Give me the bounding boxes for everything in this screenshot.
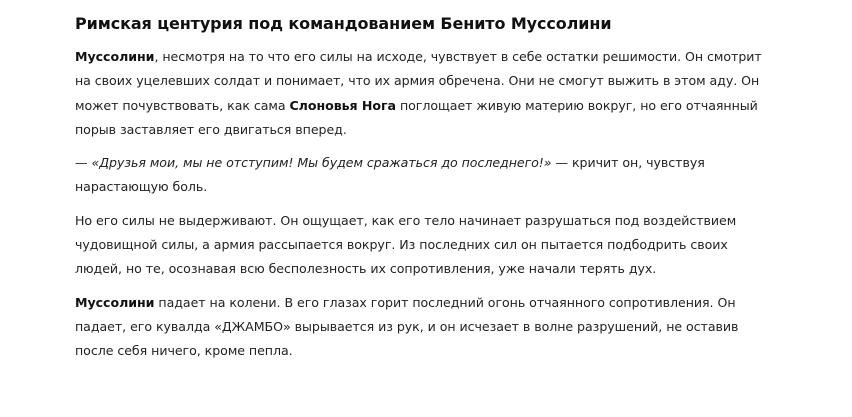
paragraph-2 [75,151,775,200]
paragraph-4 [75,291,775,364]
paragraph-1-text-a: , несмотря на то что его силы на исходе, чувствует в себе остатки решимости. Он смотрит на своих уцелевших солдат и понимает, что их армия обречена. Они не смогут выжить в этом аду. Он может почувствовать, как сама [75,49,762,113]
bold-name-elephant-foot: Слоновья Нога [289,97,396,113]
paragraph-1-text-b: поглощает живую материю вокруг, но его отчаянный порыв заставляет его двигаться вперед. [75,97,758,137]
paragraph-2-text: — кричит он, чувствуя нарастающую боль. [75,155,705,195]
paragraph-2-dash: — [75,155,92,171]
bold-name-mussolini: Муссолини [75,49,155,64]
article-title: Римская центурия под командованием Бенито Муссолини [75,14,612,33]
paragraph-1 [75,45,775,142]
article [75,14,775,373]
paragraph-3: Но его силы не выдерживают. Он ощущает, как его тело начинает разрушаться под воздействием чудовищной силы, а армия рассыпается вокруг. Из последних сил он пытается подбодрить своих людей, но те, осознавая всю бесполезность их сопротивления, уже начали терять дух. [75,212,737,277]
italic-quote: «Друзья мои, мы не отступим! Мы будем сражаться до последнего!» [91,155,552,171]
bold-name-mussolini-2: Муссолини [75,294,155,310]
paragraph-4-text: падает на колени. В его глазах горит последний огонь отчаянного сопротивления. Он падает, его кувалда «ДЖАМБО» вырывается из рук, и он исчезает в волне разрушений, не оставив после себя ничего, кроме пепла. [75,294,739,359]
